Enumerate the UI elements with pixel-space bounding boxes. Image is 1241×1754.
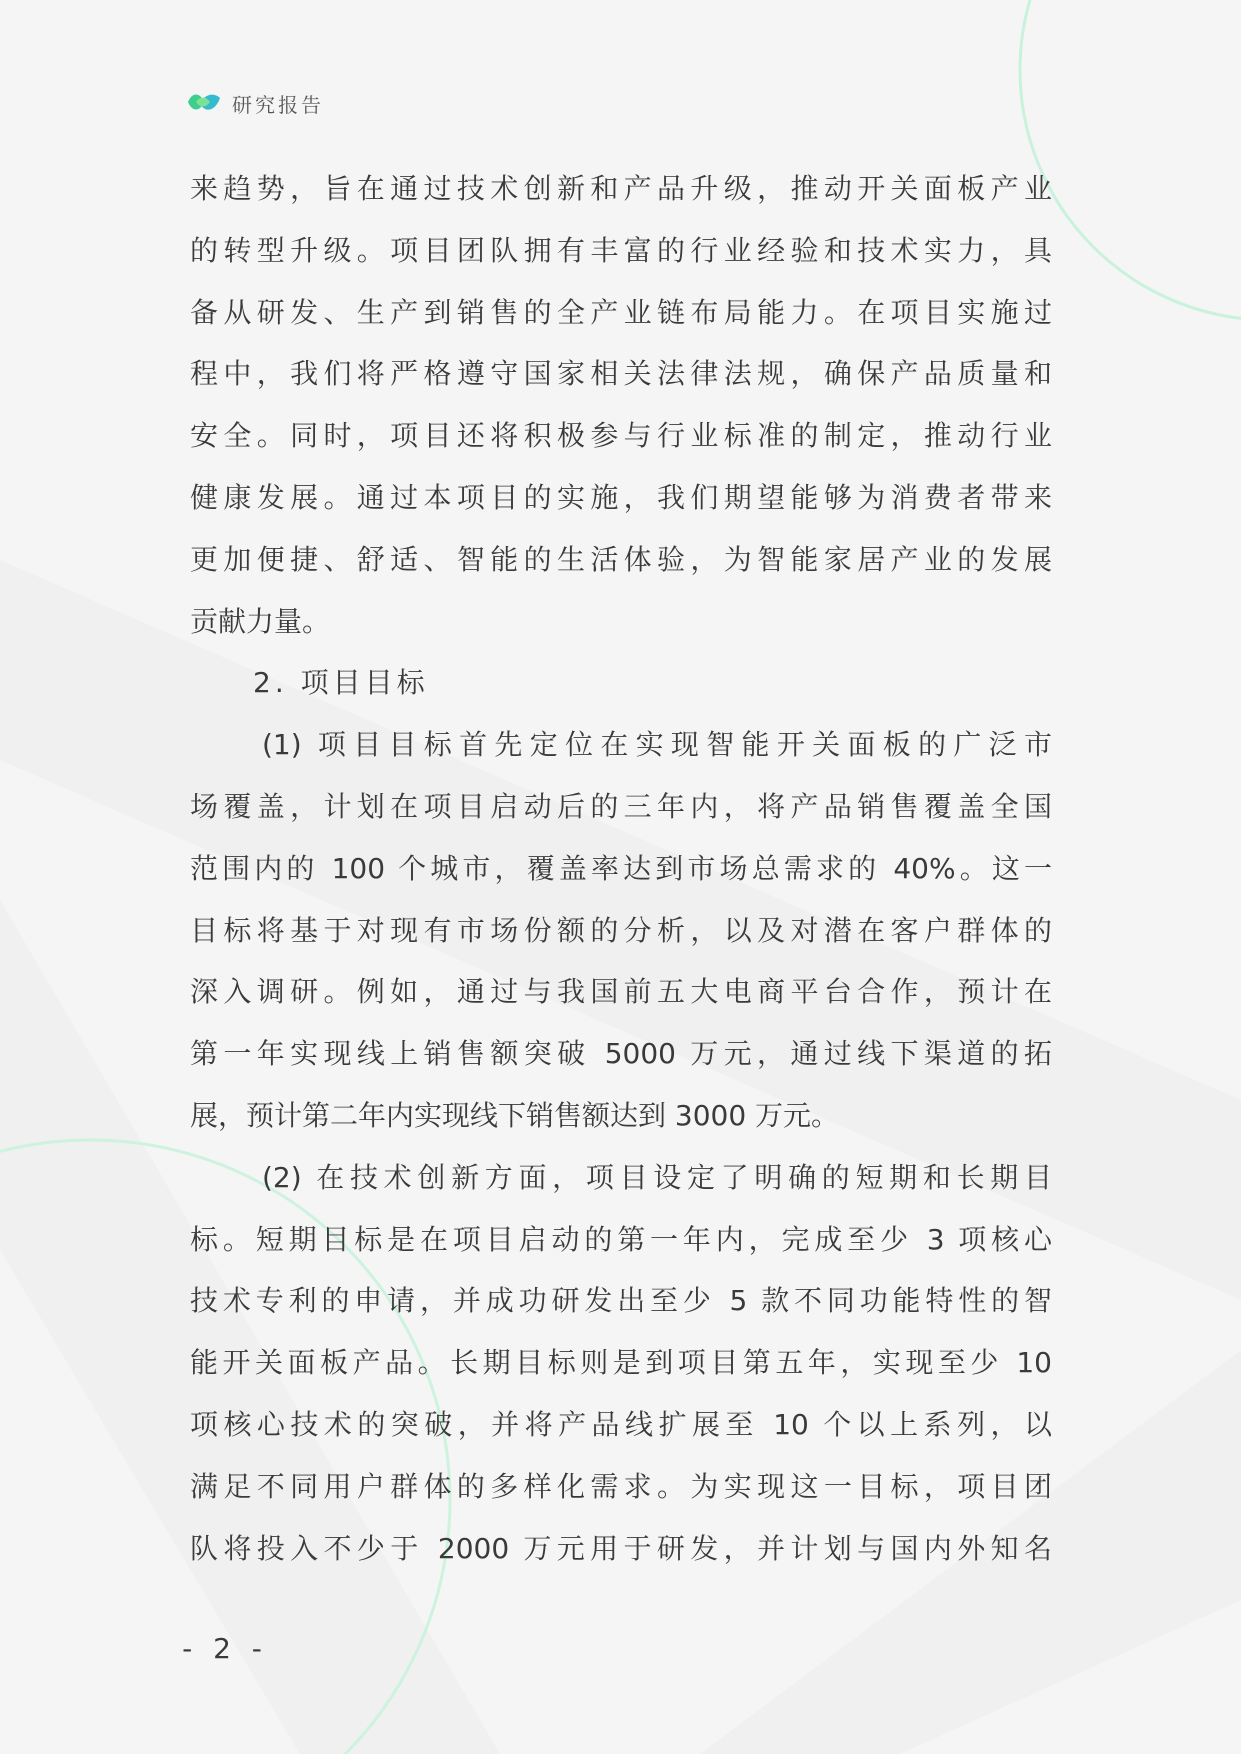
body-line: 技术专利的申请，并成功研发出至少 5 款不同功能特性的智 bbox=[190, 1284, 1052, 1318]
body-line: 目标将基于对现有市场份额的分析，以及对潜在客户群体的 bbox=[190, 913, 1052, 947]
body-line: 第一年实现线上销售额突破 5000 万元，通过线下渠道的拓 bbox=[190, 1037, 1052, 1071]
body-line: 范围内的 100 个城市，覆盖率达到市场总需求的 40%。这一 bbox=[190, 851, 1052, 885]
body-line: 健康发展。通过本项目的实施，我们期望能够为消费者带来 bbox=[190, 480, 1052, 514]
body-line: 的转型升级。项目团队拥有丰富的行业经验和技术实力，具 bbox=[190, 233, 1052, 267]
document-body bbox=[190, 158, 1052, 1579]
section-heading: 2. 项目目标 bbox=[253, 666, 429, 700]
body-line: 标。短期目标是在项目启动的第一年内，完成至少 3 项核心 bbox=[190, 1222, 1052, 1256]
paragraph-first-line: (2) 在技术创新方面，项目设定了明确的短期和长期目 bbox=[262, 1160, 1052, 1194]
body-line: 更加便捷、舒适、智能的生活体验，为智能家居产业的发展 bbox=[190, 542, 1052, 576]
body-line: 安全。同时，项目还将积极参与行业标准的制定，推动行业 bbox=[190, 419, 1052, 453]
body-line: 场覆盖，计划在项目启动后的三年内，将产品销售覆盖全国 bbox=[190, 789, 1052, 823]
brand-logo-icon bbox=[186, 88, 222, 118]
body-line: 程中，我们将严格遵守国家相关法律法规，确保产品质量和 bbox=[190, 357, 1052, 391]
report-header bbox=[186, 88, 324, 118]
paragraph-first-line: (1) 项目目标首先定位在实现智能开关面板的广泛市 bbox=[262, 728, 1052, 762]
body-line: 队将投入不少于 2000 万元用于研发，并计划与国内外知名 bbox=[190, 1531, 1052, 1565]
body-line: 备从研发、生产到销售的全产业链布局能力。在项目实施过 bbox=[190, 295, 1052, 329]
body-line: 来趋势，旨在通过技术创新和产品升级，推动开关面板产业 bbox=[190, 172, 1052, 205]
page-number: - 2 - bbox=[182, 1632, 268, 1665]
body-line: 能开关面板产品。长期目标则是到项目第五年，实现至少 10 bbox=[190, 1346, 1052, 1380]
body-line: 展，预计第二年内实现线下销售额达到 3000 万元。 bbox=[190, 1098, 840, 1132]
header-title: 研究报告 bbox=[232, 92, 324, 117]
body-line: 深入调研。例如，通过与我国前五大电商平台合作，预计在 bbox=[190, 975, 1052, 1009]
body-line: 贡献力量。 bbox=[190, 604, 331, 638]
body-line: 满足不同用户群体的多样化需求。为实现这一目标，项目团 bbox=[190, 1469, 1052, 1503]
body-line: 项核心技术的突破，并将产品线扩展至 10 个以上系列，以 bbox=[190, 1407, 1052, 1441]
